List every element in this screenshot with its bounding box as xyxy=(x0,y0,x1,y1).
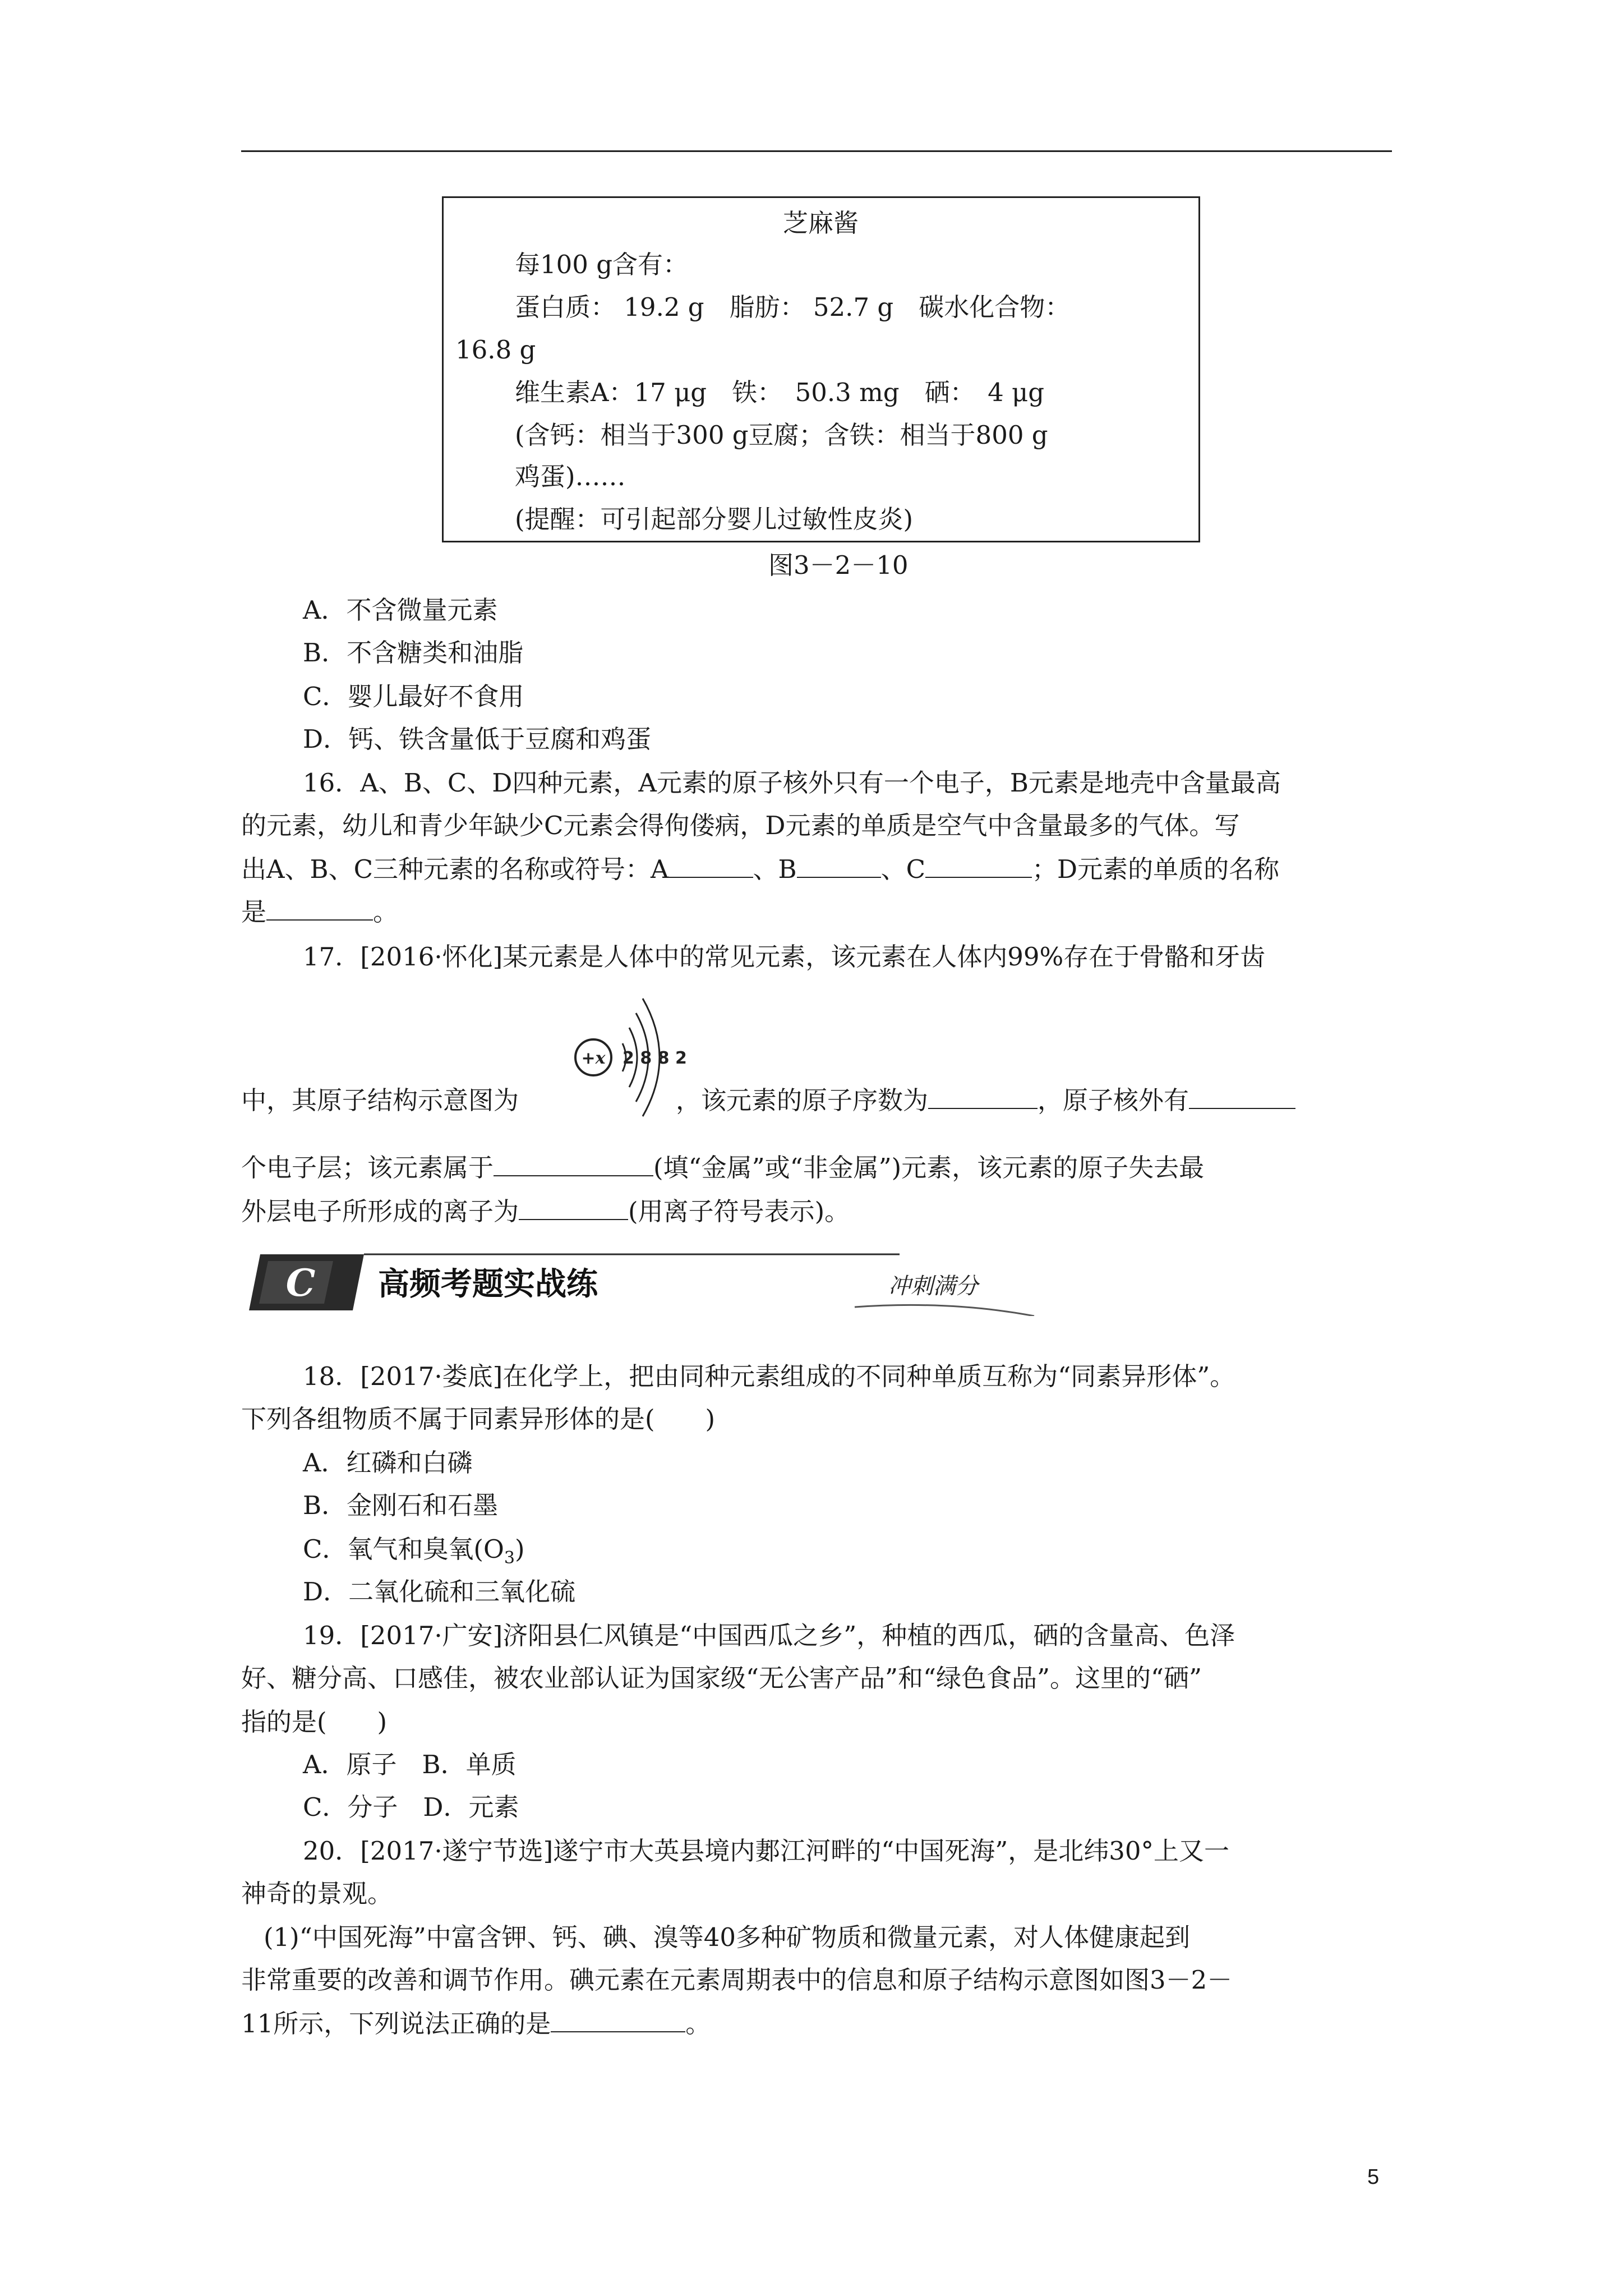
food-label-title: 芝麻酱 xyxy=(783,208,859,238)
answer-blank xyxy=(266,896,373,921)
option-c: C．氧气和臭氧$(O_3)$ xyxy=(303,1534,525,1568)
answer-blank xyxy=(797,853,881,878)
atom-nucleus-label: +x xyxy=(581,1048,606,1068)
question-16-line: 是 。 xyxy=(241,897,399,927)
food-label-line: 维生素A：17 μg 铁： 50.3 mg 硒： 4 μg xyxy=(515,378,1045,407)
question-19-line: 指的是( ) xyxy=(241,1707,388,1737)
question-17-line: 中，其原子结构示意图为 ，该元素的原子序数为 ，原子核外有 xyxy=(241,1084,1295,1117)
question-20-line: 神奇的景观。 xyxy=(241,1879,393,1908)
question-17-line: 个电子层；该元素属于 (填“金属”或“非金属”)元素，该元素的原子失去最 xyxy=(241,1153,1205,1182)
answer-blank xyxy=(1189,1084,1295,1109)
question-17-line: 17．[2016·怀化]某元素是人体中的常见元素，该元素在人体内99%存在于骨骼和牙齿 xyxy=(303,942,1266,972)
section-subtitle: 冲刺满分 xyxy=(888,1273,978,1299)
question-18-line: 18．[2017·娄底]在化学上，把由同种元素组成的不同种单质互称为“同素异形体”。 xyxy=(303,1361,1235,1391)
section-title: 高频考题实战练 xyxy=(378,1266,598,1303)
question-20-line: 20．[2017·遂宁节选]遂宁市大英县境内郪江河畔的“中国死海”，是北纬30°上又一 xyxy=(303,1836,1229,1866)
question-16-line: 出A、B、C三种元素的名称或符号：A 、B 、C ；D元素的单质的名称 xyxy=(241,854,1280,884)
question-20-line: (1)“中国死海”中富含钾、钙、碘、溴等40多种矿物质和微量元素，对人体健康起到 xyxy=(264,1922,1191,1952)
option-row: A．原子 B．单质 xyxy=(303,1750,517,1779)
food-label-line: 蛋白质： 19.2 g 脂肪： 52.7 g 碳水化合物： xyxy=(515,292,1071,322)
food-label-line: 16.8 g xyxy=(455,335,536,365)
food-label-line: (含钙：相当于300 g豆腐；含铁：相当于800 g xyxy=(515,420,1048,450)
question-19-line: 19．[2017·广安]济阳县仁风镇是“中国西瓜之乡”，种植的西瓜，硒的含量高、色泽 xyxy=(303,1621,1235,1650)
option-row: C．分子 D．元素 xyxy=(303,1792,519,1822)
option-d: D．钙、铁含量低于豆腐和鸡蛋 xyxy=(303,724,652,754)
section-banner xyxy=(249,1249,1045,1316)
answer-blank xyxy=(519,1195,628,1220)
figure-caption: 图3－2－10 xyxy=(768,550,909,580)
question-20-line: 11所示，下列说法正确的是 。 xyxy=(241,2009,711,2039)
food-label-line: 鸡蛋)…… xyxy=(515,462,626,491)
question-19-line: 好、糖分高、口感佳，被农业部认证为国家级“无公害产品”和“绿色食品”。这里的“硒” xyxy=(241,1663,1202,1693)
answer-blank xyxy=(494,1152,653,1176)
answer-blank xyxy=(928,1084,1038,1109)
answer-blank xyxy=(669,853,753,878)
answer-blank xyxy=(551,2008,685,2032)
header-rule xyxy=(241,150,1392,152)
question-20-line: 非常重要的改善和调节作用。碘元素在元素周期表中的信息和原子结构示意图如图3－2－ xyxy=(241,1965,1233,1995)
option-a: A．不含微量元素 xyxy=(303,595,498,625)
option-b: B．不含糖类和油脂 xyxy=(303,638,524,668)
question-16-line: 的元素，幼儿和青少年缺少C元素会得佝偻病，D元素的单质是空气中含量最多的气体。写 xyxy=(241,811,1240,840)
question-18-line: 下列各组物质不属于同素异形体的是( ) xyxy=(241,1404,716,1434)
option-d: D．二氧化硫和三氧化硫 xyxy=(303,1577,576,1607)
option-c: C．婴儿最好不食用 xyxy=(303,682,524,711)
option-b: B．金刚石和石墨 xyxy=(303,1490,499,1520)
atom-electron-shells: 2 8 8 2 xyxy=(623,1048,687,1068)
food-label-line: (提醒：可引起部分婴儿过敏性皮炎) xyxy=(515,504,914,534)
option-a: A．红磷和白磷 xyxy=(303,1448,473,1478)
page-number: 5 xyxy=(1367,2165,1380,2189)
answer-blank xyxy=(925,853,1032,878)
question-16-line: 16．A、B、C、D四种元素，A元素的原子核外只有一个电子，B元素是地壳中含量最高 xyxy=(303,768,1281,798)
question-17-line: 外层电子所形成的离子为 (用离子符号表示)。 xyxy=(241,1197,850,1226)
section-badge-letter: C xyxy=(285,1261,316,1305)
food-label-line: 每100 g含有： xyxy=(515,250,689,279)
